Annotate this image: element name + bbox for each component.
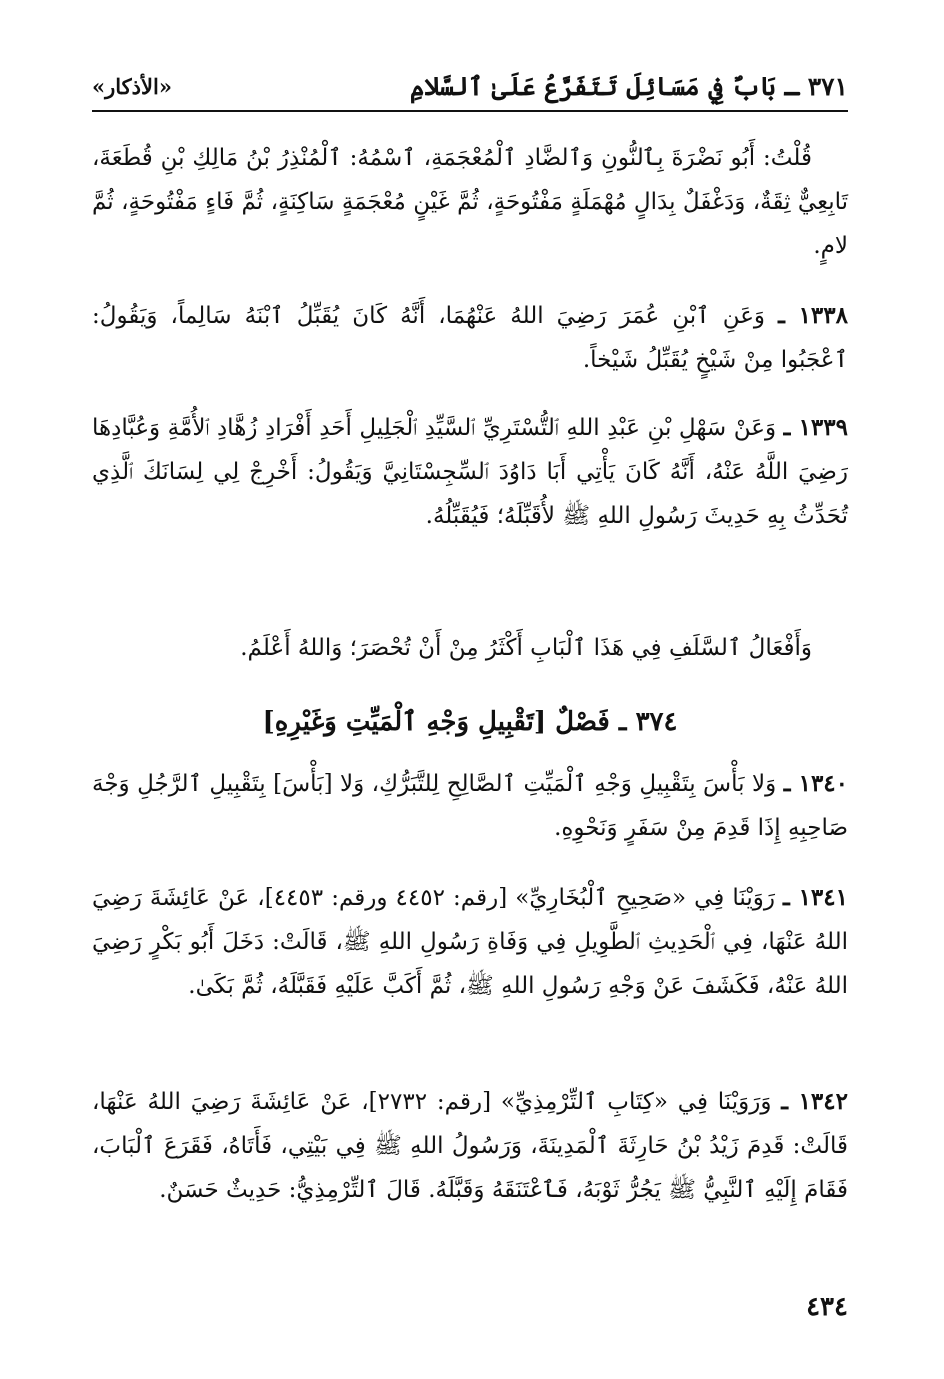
paragraph-text: رَوَيْنَا فِي «صَحِيحِ ٱلْبُخَارِيِّ» [رقم: ٤٤٥٢ ورقم: ٤٤٥٣]، عَنْ عَائِشَةَ رَضِيَ اللهُ عَنْهَا، فِي ٱلْحَدِيثِ ٱلطَّوِيلِ فِي وَفَاةِ رَسُولِ اللهِ ﷺ، قَالَتْ: دَخَلَ أَبُو بَكْرٍ رَضِيَ اللهُ عَنْهُ، فَكَشَفَ عَنْ وَجْهِ رَسُولِ اللهِ ﷺ، ثُمَّ أَكَبَّ عَلَيْهِ فَقَبَّلَهُ، ثُمَّ بَكَىٰ. [92,885,848,999]
paragraph-text: وَرَوَيْنَا فِي «كِتَابِ ٱلتِّرْمِذِيِّ» [رقم: ٢٧٣٢]، عَنْ عَائِشَةَ رَضِيَ اللهُ عَنْهَا، قَالَتْ: قَدِمَ زَيْدُ بْنُ حَارِثَةَ ٱلْمَدِينَةَ، وَرَسُولُ اللهِ ﷺ فِي بَيْتِي، فَأَتَاهُ، فَقَرَعَ ٱلْبَابَ، فَقَامَ إِلَيْهِ ٱلنَّبِيُّ ﷺ يَجُرُّ ثَوْبَهُ، فَٱعْتَنَقَهُ وَقَبَّلَهُ. قَالَ ٱلتِّرْمِذِيُّ: حَدِيثٌ حَسَنٌ. [92,1089,848,1203]
document-page [92,54,848,1344]
paragraph-text: وَعَنْ سَهْلِ بْنِ عَبْدِ اللهِ ٱلتُّسْتَرِيِّ ٱلسَّيِّدِ ٱلْجَلِيلِ أَحَدِ أَفْرَادِ زُهَّادِ ٱلأُمَّةِ وَعُبَّادِهَا رَضِيَ اللَّهُ عَنْهُ، أَنَّهُ كَانَ يَأْتِي أَبَا دَاوُدَ ٱلسِّجِسْتَانِيَّ وَيَقُولُ: أَخْرِجْ لِي لِسَانَكَ ٱلَّذِي تُحَدِّثُ بِهِ حَدِيثَ رَسُولِ اللهِ ﷺ لأُقَبِّلَهُ؛ فَيُقَبِّلُهُ. [92,415,848,529]
running-header [92,66,848,106]
paragraph-text: قُلْتُ: أَبُو نَضْرَةَ بِٱلنُّونِ وَٱلضَّادِ ٱلْمُعْجَمَةِ، ٱسْمُهُ: ٱلْمُنْذِرُ بْنُ مَالِكِ بْنِ قُطَعَةَ، تَابِعِيٌّ ثِقَةٌ، وَدَغْفَلٌ بِدَالٍ مُهْمَلَةٍ مَفْتُوحَةٍ، ثُمَّ غَيْنٍ مُعْجَمَةٍ سَاكِنَةٍ، ثُمَّ فَاءٍ مَفْتُوحَةٍ، ثُمَّ لامٍ. [92,145,848,259]
section-heading: ٣٧٤ ـ فَصْلٌ [تَقْبِيلِ وَجْهِ ٱلْمَيِّتِ وَغَيْرِهِ] [262,707,678,737]
paragraph-text: وَأَفْعَالُ ٱلسَّلَفِ فِي هَذَا ٱلْبَابِ أَكْثَرُ مِنْ أَنْ تُحْصَرَ؛ وَاللهُ أَعْلَمُ. [240,635,812,661]
paragraph-note [92,136,848,268]
hadith-number: ١٣٤٠ ـ [783,770,849,797]
paragraph-1340 [92,762,848,850]
hadith-number: ١٣٤١ ـ [783,884,848,911]
paragraph-1342 [92,1080,848,1212]
paragraph-1341 [92,876,848,1008]
paragraph-1338 [92,294,848,382]
header-divider [92,110,848,112]
paragraph-salaf [92,626,848,670]
paragraph-text: وَعَنِ ٱبْنِ عُمَرَ رَضِيَ اللهُ عَنْهُمَا، أَنَّهُ كَانَ يُقَبِّلُ ٱبْنَهُ سَالِماً، وَيَقُولُ: ٱعْجَبُوا مِنْ شَيْخٍ يُقَبِّلُ شَيْخاً. [92,303,848,373]
hadith-number: ١٣٤٢ ـ [781,1088,848,1115]
page-number: ٤٣٤ [806,1292,848,1322]
paragraph-text: وَلا بَأْسَ بِتَقْبِيلِ وَجْهِ ٱلْمَيِّتِ ٱلصَّالِحِ لِلتَّبَرُّكِ، وَلا [بَأْسَ] بِتَقْبِيلِ ٱلرَّجُلِ وَجْهَ صَاحِبِهِ إِذَا قَدِمَ مِنْ سَفَرٍ وَنَحْوِهِ. [92,771,848,841]
book-name: «الأذكار» [92,73,172,99]
paragraph-1339 [92,406,848,538]
hadith-number: ١٣٣٩ ـ [783,414,848,441]
chapter-title: ٣٧١ ـ بَابٌ فِي مَسَائِلَ تَتَفَرَّعُ عَلَىٰ ٱلسَّلامِ [409,71,848,101]
hadith-number: ١٣٣٨ ـ [778,302,848,329]
